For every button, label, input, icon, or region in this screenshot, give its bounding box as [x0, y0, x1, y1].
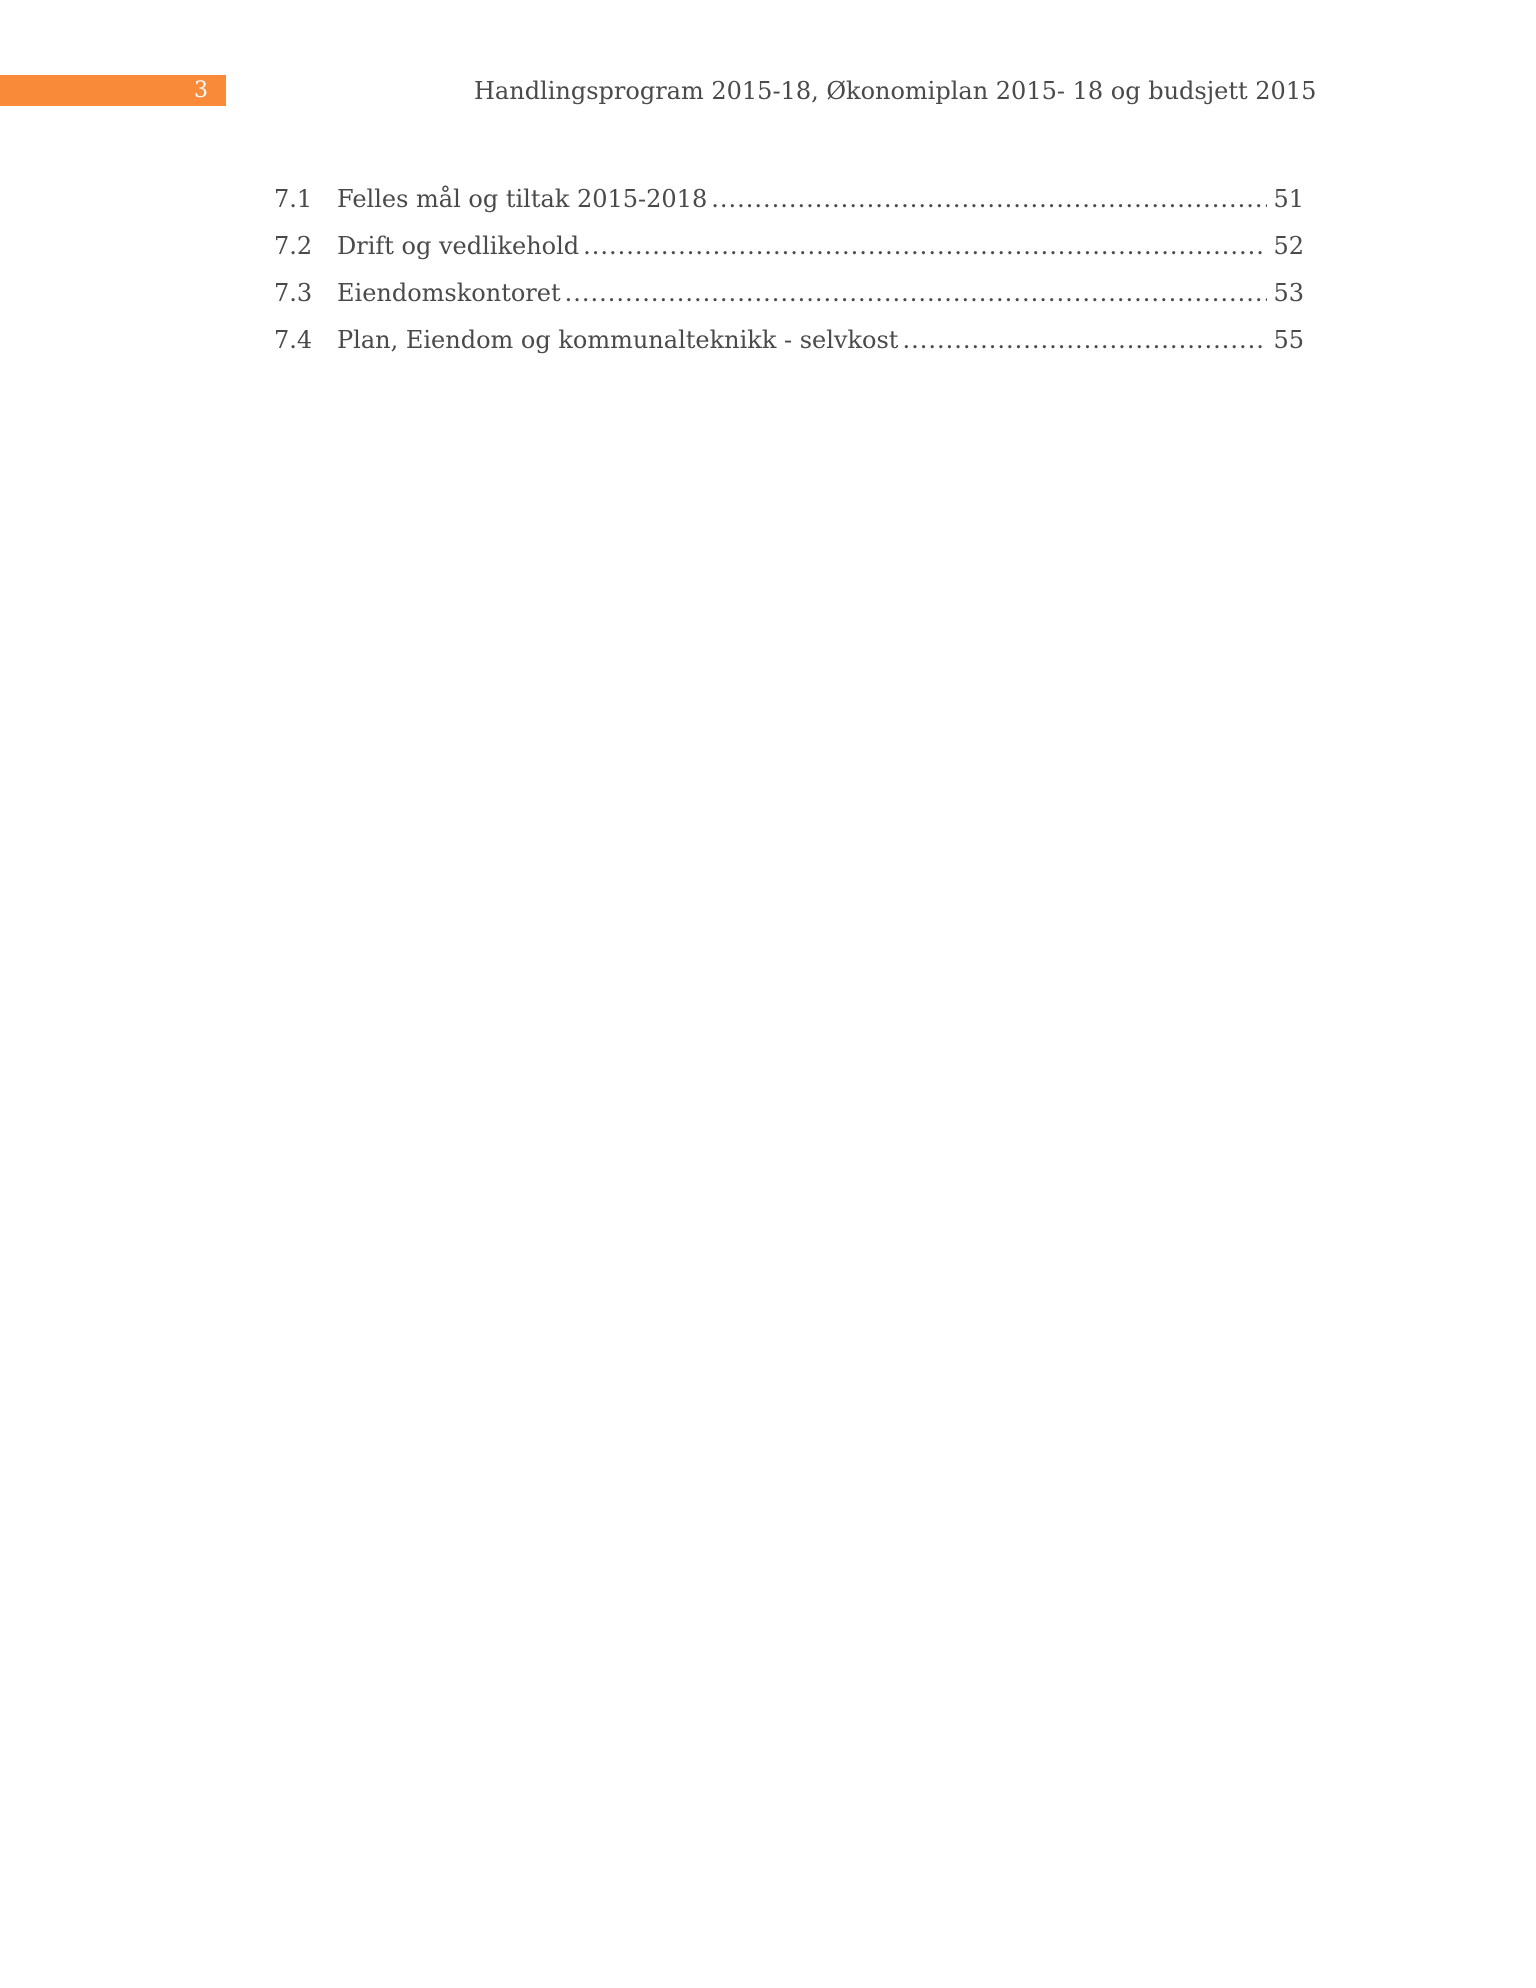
- toc-entry-number: 7.2: [274, 232, 313, 260]
- toc-entry[interactable]: [274, 176, 1304, 223]
- toc-entry-page: 55: [1273, 326, 1304, 354]
- toc-entry-page: 52: [1273, 232, 1304, 260]
- toc-entry-number: 7.3: [274, 279, 313, 307]
- toc-entry[interactable]: [274, 317, 1304, 364]
- toc-entry[interactable]: [274, 270, 1304, 317]
- toc-entry-title: Drift og vedlikehold: [337, 232, 580, 260]
- toc-entry-title: Plan, Eiendom og kommunalteknikk - selvkost: [337, 326, 899, 354]
- toc-entry-title: Eiendomskontoret: [337, 279, 561, 307]
- table-of-contents: [274, 176, 1304, 364]
- toc-entry-page: 51: [1273, 185, 1304, 213]
- toc-entry-title: Felles mål og tiltak 2015-2018: [337, 185, 708, 213]
- toc-entry-number: 7.4: [274, 326, 313, 354]
- toc-dot-leader: [711, 176, 1267, 223]
- toc-dot-leader: [583, 223, 1267, 270]
- toc-dot-leader: [902, 317, 1267, 364]
- toc-entry-page: 53: [1273, 279, 1304, 307]
- page-number: 3: [194, 78, 208, 103]
- running-header-title: Handlingsprogram 2015-18, Økonomiplan 2015- 18 og budsjett 2015: [474, 77, 1317, 105]
- page-number-bar: [0, 75, 226, 106]
- toc-entry-number: 7.1: [274, 185, 313, 213]
- toc-dot-leader: [565, 270, 1268, 317]
- toc-entry[interactable]: [274, 223, 1304, 270]
